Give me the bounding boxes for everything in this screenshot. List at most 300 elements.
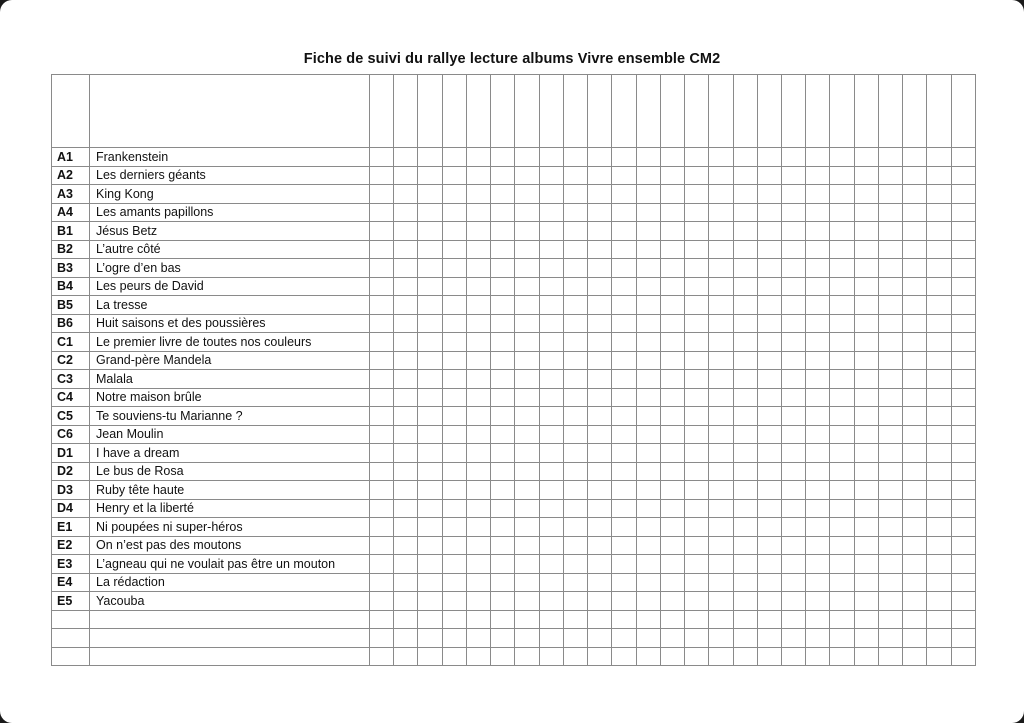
check-cell[interactable] — [951, 481, 975, 500]
check-cell[interactable] — [418, 388, 442, 407]
check-cell[interactable] — [563, 629, 587, 648]
check-cell[interactable] — [515, 610, 539, 629]
check-cell[interactable] — [418, 592, 442, 611]
check-cell[interactable] — [854, 536, 878, 555]
check-cell[interactable] — [733, 573, 757, 592]
check-cell[interactable] — [466, 610, 490, 629]
check-cell[interactable] — [370, 222, 394, 241]
check-cell[interactable] — [394, 518, 418, 537]
check-cell[interactable] — [830, 647, 854, 666]
check-cell[interactable] — [491, 555, 515, 574]
check-cell[interactable] — [636, 481, 660, 500]
check-cell[interactable] — [588, 148, 612, 167]
check-cell[interactable] — [757, 518, 781, 537]
check-cell[interactable] — [830, 277, 854, 296]
check-cell[interactable] — [612, 407, 636, 426]
check-cell[interactable] — [612, 222, 636, 241]
check-cell[interactable] — [903, 555, 927, 574]
check-cell[interactable] — [563, 148, 587, 167]
check-cell[interactable] — [757, 647, 781, 666]
check-cell[interactable] — [418, 222, 442, 241]
check-cell[interactable] — [660, 499, 684, 518]
check-cell[interactable] — [709, 555, 733, 574]
check-cell[interactable] — [781, 314, 805, 333]
check-cell[interactable] — [418, 407, 442, 426]
check-cell[interactable] — [491, 425, 515, 444]
check-cell[interactable] — [781, 166, 805, 185]
check-cell[interactable] — [806, 555, 830, 574]
check-cell[interactable] — [370, 388, 394, 407]
check-cell[interactable] — [612, 518, 636, 537]
check-cell[interactable] — [563, 536, 587, 555]
check-cell[interactable] — [394, 296, 418, 315]
check-cell[interactable] — [927, 240, 951, 259]
check-cell[interactable] — [927, 499, 951, 518]
header-student-cell[interactable] — [394, 75, 418, 148]
check-cell[interactable] — [370, 573, 394, 592]
check-cell[interactable] — [588, 370, 612, 389]
check-cell[interactable] — [612, 351, 636, 370]
check-cell[interactable] — [878, 185, 902, 204]
check-cell[interactable] — [733, 536, 757, 555]
check-cell[interactable] — [612, 388, 636, 407]
check-cell[interactable] — [539, 388, 563, 407]
check-cell[interactable] — [563, 555, 587, 574]
check-cell[interactable] — [733, 462, 757, 481]
check-cell[interactable] — [588, 647, 612, 666]
check-cell[interactable] — [878, 370, 902, 389]
check-cell[interactable] — [806, 370, 830, 389]
check-cell[interactable] — [878, 222, 902, 241]
check-cell[interactable] — [878, 518, 902, 537]
check-cell[interactable] — [781, 425, 805, 444]
check-cell[interactable] — [927, 222, 951, 241]
check-cell[interactable] — [491, 610, 515, 629]
check-cell[interactable] — [442, 314, 466, 333]
check-cell[interactable] — [539, 296, 563, 315]
check-cell[interactable] — [370, 351, 394, 370]
check-cell[interactable] — [927, 314, 951, 333]
check-cell[interactable] — [491, 592, 515, 611]
check-cell[interactable] — [903, 647, 927, 666]
check-cell[interactable] — [806, 351, 830, 370]
check-cell[interactable] — [588, 166, 612, 185]
check-cell[interactable] — [781, 203, 805, 222]
check-cell[interactable] — [588, 629, 612, 648]
check-cell[interactable] — [612, 592, 636, 611]
check-cell[interactable] — [539, 592, 563, 611]
check-cell[interactable] — [418, 185, 442, 204]
check-cell[interactable] — [709, 499, 733, 518]
check-cell[interactable] — [685, 203, 709, 222]
check-cell[interactable] — [370, 148, 394, 167]
check-cell[interactable] — [830, 388, 854, 407]
check-cell[interactable] — [515, 259, 539, 278]
check-cell[interactable] — [466, 222, 490, 241]
check-cell[interactable] — [394, 314, 418, 333]
check-cell[interactable] — [806, 462, 830, 481]
check-cell[interactable] — [927, 351, 951, 370]
check-cell[interactable] — [781, 296, 805, 315]
check-cell[interactable] — [685, 351, 709, 370]
check-cell[interactable] — [878, 388, 902, 407]
check-cell[interactable] — [781, 388, 805, 407]
check-cell[interactable] — [515, 351, 539, 370]
check-cell[interactable] — [660, 610, 684, 629]
check-cell[interactable] — [370, 647, 394, 666]
check-cell[interactable] — [442, 166, 466, 185]
check-cell[interactable] — [394, 536, 418, 555]
check-cell[interactable] — [612, 444, 636, 463]
check-cell[interactable] — [806, 185, 830, 204]
check-cell[interactable] — [515, 555, 539, 574]
check-cell[interactable] — [903, 166, 927, 185]
check-cell[interactable] — [854, 148, 878, 167]
check-cell[interactable] — [515, 370, 539, 389]
check-cell[interactable] — [830, 629, 854, 648]
check-cell[interactable] — [539, 444, 563, 463]
check-cell[interactable] — [878, 351, 902, 370]
check-cell[interactable] — [806, 314, 830, 333]
check-cell[interactable] — [830, 203, 854, 222]
check-cell[interactable] — [660, 555, 684, 574]
check-cell[interactable] — [878, 444, 902, 463]
header-student-cell[interactable] — [806, 75, 830, 148]
check-cell[interactable] — [903, 499, 927, 518]
check-cell[interactable] — [636, 647, 660, 666]
check-cell[interactable] — [466, 333, 490, 352]
check-cell[interactable] — [539, 314, 563, 333]
check-cell[interactable] — [588, 314, 612, 333]
check-cell[interactable] — [927, 555, 951, 574]
check-cell[interactable] — [757, 314, 781, 333]
header-student-cell[interactable] — [588, 75, 612, 148]
check-cell[interactable] — [539, 222, 563, 241]
check-cell[interactable] — [491, 573, 515, 592]
check-cell[interactable] — [951, 185, 975, 204]
check-cell[interactable] — [563, 240, 587, 259]
check-cell[interactable] — [830, 518, 854, 537]
check-cell[interactable] — [927, 629, 951, 648]
check-cell[interactable] — [951, 425, 975, 444]
check-cell[interactable] — [515, 518, 539, 537]
header-student-cell[interactable] — [830, 75, 854, 148]
header-student-cell[interactable] — [660, 75, 684, 148]
check-cell[interactable] — [806, 240, 830, 259]
check-cell[interactable] — [757, 629, 781, 648]
check-cell[interactable] — [394, 166, 418, 185]
check-cell[interactable] — [491, 166, 515, 185]
header-student-cell[interactable] — [418, 75, 442, 148]
check-cell[interactable] — [588, 203, 612, 222]
check-cell[interactable] — [539, 481, 563, 500]
check-cell[interactable] — [563, 388, 587, 407]
check-cell[interactable] — [515, 462, 539, 481]
check-cell[interactable] — [903, 388, 927, 407]
check-cell[interactable] — [927, 536, 951, 555]
check-cell[interactable] — [539, 333, 563, 352]
check-cell[interactable] — [370, 499, 394, 518]
check-cell[interactable] — [563, 444, 587, 463]
check-cell[interactable] — [757, 259, 781, 278]
check-cell[interactable] — [418, 573, 442, 592]
check-cell[interactable] — [442, 370, 466, 389]
check-cell[interactable] — [757, 444, 781, 463]
check-cell[interactable] — [539, 425, 563, 444]
check-cell[interactable] — [466, 629, 490, 648]
check-cell[interactable] — [878, 610, 902, 629]
check-cell[interactable] — [709, 222, 733, 241]
check-cell[interactable] — [685, 629, 709, 648]
check-cell[interactable] — [442, 407, 466, 426]
check-cell[interactable] — [830, 592, 854, 611]
check-cell[interactable] — [466, 388, 490, 407]
check-cell[interactable] — [515, 444, 539, 463]
check-cell[interactable] — [685, 499, 709, 518]
check-cell[interactable] — [370, 185, 394, 204]
check-cell[interactable] — [515, 148, 539, 167]
check-cell[interactable] — [685, 518, 709, 537]
check-cell[interactable] — [927, 647, 951, 666]
check-cell[interactable] — [733, 203, 757, 222]
check-cell[interactable] — [733, 610, 757, 629]
check-cell[interactable] — [951, 259, 975, 278]
check-cell[interactable] — [442, 148, 466, 167]
check-cell[interactable] — [418, 518, 442, 537]
check-cell[interactable] — [563, 370, 587, 389]
check-cell[interactable] — [685, 481, 709, 500]
check-cell[interactable] — [588, 277, 612, 296]
check-cell[interactable] — [927, 388, 951, 407]
check-cell[interactable] — [660, 592, 684, 611]
check-cell[interactable] — [709, 407, 733, 426]
check-cell[interactable] — [685, 222, 709, 241]
check-cell[interactable] — [394, 610, 418, 629]
check-cell[interactable] — [612, 203, 636, 222]
check-cell[interactable] — [418, 240, 442, 259]
check-cell[interactable] — [733, 481, 757, 500]
check-cell[interactable] — [588, 518, 612, 537]
check-cell[interactable] — [539, 407, 563, 426]
check-cell[interactable] — [466, 351, 490, 370]
check-cell[interactable] — [757, 499, 781, 518]
check-cell[interactable] — [733, 555, 757, 574]
check-cell[interactable] — [854, 222, 878, 241]
check-cell[interactable] — [442, 647, 466, 666]
check-cell[interactable] — [612, 629, 636, 648]
check-cell[interactable] — [951, 166, 975, 185]
check-cell[interactable] — [515, 481, 539, 500]
check-cell[interactable] — [733, 425, 757, 444]
header-student-cell[interactable] — [563, 75, 587, 148]
check-cell[interactable] — [370, 314, 394, 333]
header-student-cell[interactable] — [515, 75, 539, 148]
check-cell[interactable] — [660, 185, 684, 204]
check-cell[interactable] — [951, 333, 975, 352]
check-cell[interactable] — [636, 166, 660, 185]
header-student-cell[interactable] — [854, 75, 878, 148]
check-cell[interactable] — [612, 536, 636, 555]
check-cell[interactable] — [903, 185, 927, 204]
check-cell[interactable] — [854, 388, 878, 407]
check-cell[interactable] — [539, 351, 563, 370]
check-cell[interactable] — [806, 333, 830, 352]
check-cell[interactable] — [370, 296, 394, 315]
check-cell[interactable] — [466, 203, 490, 222]
check-cell[interactable] — [394, 573, 418, 592]
check-cell[interactable] — [781, 444, 805, 463]
check-cell[interactable] — [854, 481, 878, 500]
check-cell[interactable] — [685, 296, 709, 315]
check-cell[interactable] — [830, 407, 854, 426]
check-cell[interactable] — [757, 573, 781, 592]
check-cell[interactable] — [806, 444, 830, 463]
check-cell[interactable] — [903, 314, 927, 333]
check-cell[interactable] — [660, 351, 684, 370]
check-cell[interactable] — [394, 259, 418, 278]
check-cell[interactable] — [394, 555, 418, 574]
check-cell[interactable] — [466, 536, 490, 555]
check-cell[interactable] — [394, 333, 418, 352]
check-cell[interactable] — [636, 518, 660, 537]
check-cell[interactable] — [854, 518, 878, 537]
check-cell[interactable] — [491, 462, 515, 481]
check-cell[interactable] — [612, 314, 636, 333]
check-cell[interactable] — [612, 462, 636, 481]
check-cell[interactable] — [854, 166, 878, 185]
check-cell[interactable] — [757, 277, 781, 296]
check-cell[interactable] — [903, 481, 927, 500]
check-cell[interactable] — [588, 592, 612, 611]
check-cell[interactable] — [830, 370, 854, 389]
check-cell[interactable] — [418, 370, 442, 389]
check-cell[interactable] — [588, 444, 612, 463]
check-cell[interactable] — [927, 592, 951, 611]
check-cell[interactable] — [491, 277, 515, 296]
check-cell[interactable] — [660, 148, 684, 167]
check-cell[interactable] — [806, 296, 830, 315]
check-cell[interactable] — [636, 296, 660, 315]
check-cell[interactable] — [806, 518, 830, 537]
check-cell[interactable] — [757, 536, 781, 555]
check-cell[interactable] — [418, 259, 442, 278]
check-cell[interactable] — [903, 296, 927, 315]
check-cell[interactable] — [951, 314, 975, 333]
check-cell[interactable] — [370, 259, 394, 278]
check-cell[interactable] — [903, 333, 927, 352]
check-cell[interactable] — [588, 185, 612, 204]
check-cell[interactable] — [418, 333, 442, 352]
check-cell[interactable] — [878, 536, 902, 555]
check-cell[interactable] — [830, 573, 854, 592]
check-cell[interactable] — [370, 407, 394, 426]
check-cell[interactable] — [733, 148, 757, 167]
check-cell[interactable] — [636, 333, 660, 352]
check-cell[interactable] — [491, 185, 515, 204]
check-cell[interactable] — [491, 203, 515, 222]
check-cell[interactable] — [418, 314, 442, 333]
check-cell[interactable] — [903, 222, 927, 241]
check-cell[interactable] — [442, 203, 466, 222]
check-cell[interactable] — [515, 573, 539, 592]
check-cell[interactable] — [660, 629, 684, 648]
check-cell[interactable] — [370, 610, 394, 629]
check-cell[interactable] — [539, 499, 563, 518]
check-cell[interactable] — [854, 610, 878, 629]
check-cell[interactable] — [418, 481, 442, 500]
check-cell[interactable] — [733, 370, 757, 389]
check-cell[interactable] — [636, 573, 660, 592]
header-student-cell[interactable] — [951, 75, 975, 148]
check-cell[interactable] — [951, 296, 975, 315]
check-cell[interactable] — [660, 518, 684, 537]
check-cell[interactable] — [709, 296, 733, 315]
check-cell[interactable] — [709, 647, 733, 666]
check-cell[interactable] — [709, 592, 733, 611]
check-cell[interactable] — [612, 296, 636, 315]
check-cell[interactable] — [781, 499, 805, 518]
check-cell[interactable] — [370, 333, 394, 352]
check-cell[interactable] — [370, 629, 394, 648]
check-cell[interactable] — [951, 407, 975, 426]
check-cell[interactable] — [830, 296, 854, 315]
check-cell[interactable] — [370, 166, 394, 185]
check-cell[interactable] — [588, 296, 612, 315]
check-cell[interactable] — [757, 185, 781, 204]
check-cell[interactable] — [733, 499, 757, 518]
check-cell[interactable] — [854, 444, 878, 463]
check-cell[interactable] — [418, 499, 442, 518]
check-cell[interactable] — [491, 444, 515, 463]
check-cell[interactable] — [903, 425, 927, 444]
check-cell[interactable] — [515, 296, 539, 315]
check-cell[interactable] — [733, 388, 757, 407]
check-cell[interactable] — [636, 444, 660, 463]
check-cell[interactable] — [951, 444, 975, 463]
check-cell[interactable] — [466, 647, 490, 666]
check-cell[interactable] — [563, 425, 587, 444]
check-cell[interactable] — [442, 240, 466, 259]
check-cell[interactable] — [588, 388, 612, 407]
check-cell[interactable] — [878, 240, 902, 259]
check-cell[interactable] — [515, 222, 539, 241]
check-cell[interactable] — [660, 314, 684, 333]
check-cell[interactable] — [733, 407, 757, 426]
check-cell[interactable] — [854, 573, 878, 592]
check-cell[interactable] — [951, 499, 975, 518]
check-cell[interactable] — [878, 555, 902, 574]
check-cell[interactable] — [806, 610, 830, 629]
check-cell[interactable] — [733, 277, 757, 296]
check-cell[interactable] — [588, 610, 612, 629]
check-cell[interactable] — [903, 462, 927, 481]
check-cell[interactable] — [539, 573, 563, 592]
check-cell[interactable] — [685, 148, 709, 167]
check-cell[interactable] — [588, 333, 612, 352]
check-cell[interactable] — [563, 610, 587, 629]
check-cell[interactable] — [539, 647, 563, 666]
check-cell[interactable] — [830, 222, 854, 241]
check-cell[interactable] — [539, 370, 563, 389]
check-cell[interactable] — [515, 388, 539, 407]
check-cell[interactable] — [515, 425, 539, 444]
check-cell[interactable] — [781, 592, 805, 611]
check-cell[interactable] — [515, 499, 539, 518]
check-cell[interactable] — [878, 647, 902, 666]
check-cell[interactable] — [636, 629, 660, 648]
check-cell[interactable] — [781, 351, 805, 370]
check-cell[interactable] — [951, 222, 975, 241]
